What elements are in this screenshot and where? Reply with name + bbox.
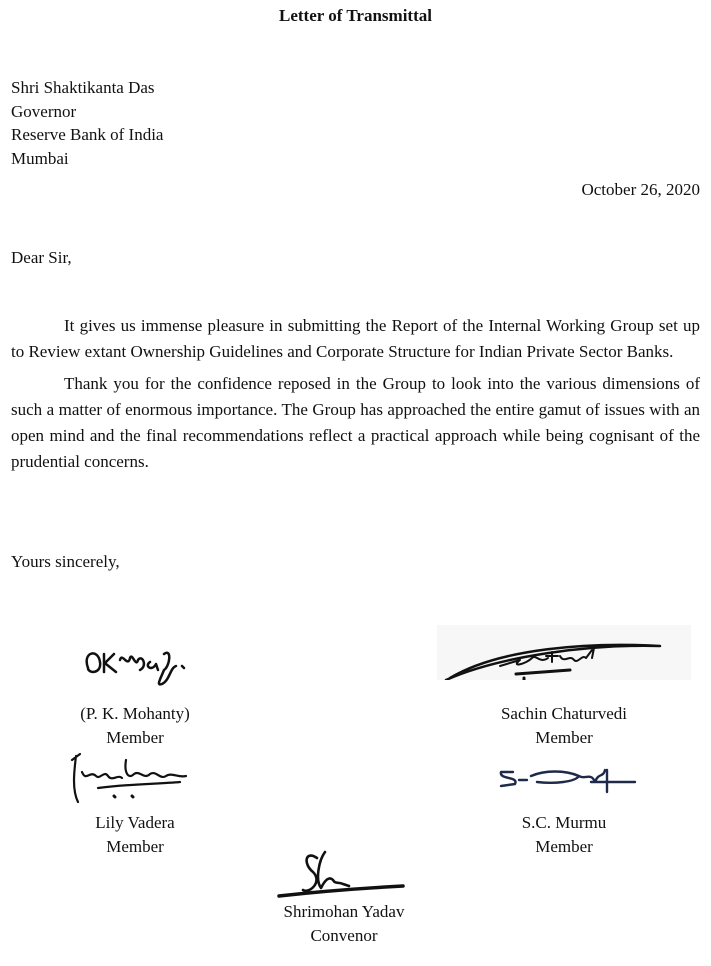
signatory-name: Lily Vadera xyxy=(95,813,175,832)
signatory-role: Member xyxy=(106,837,164,856)
signatory-role: Convenor xyxy=(310,926,378,945)
closing: Yours sincerely, xyxy=(11,552,120,571)
signature-mohanty xyxy=(80,640,210,690)
signatory-yadav xyxy=(244,900,444,948)
recipient-designation: Governor xyxy=(11,101,77,121)
signatory-role: Member xyxy=(535,728,593,747)
signature-vadera xyxy=(68,752,198,804)
letter-title: Letter of Transmittal xyxy=(279,6,432,25)
signatory-name: S.C. Murmu xyxy=(521,813,607,832)
signatory-name: Shrimohan Yadav xyxy=(283,902,405,921)
recipient-name: Shri Shaktikanta Das xyxy=(11,78,155,97)
signatory-vadera xyxy=(35,811,235,859)
signatory-role: Member xyxy=(106,728,164,747)
signature-chaturvedi xyxy=(440,628,690,680)
letter-date: October 26, 2020 xyxy=(581,180,700,199)
salutation: Dear Sir, xyxy=(11,248,72,267)
letter-body xyxy=(11,313,700,481)
signatory-role: Member xyxy=(535,837,593,856)
recipient-organization: Reserve Bank of India xyxy=(11,125,164,144)
recipient-city: Mumbai xyxy=(11,148,69,168)
signatory-name: (P. K. Mohanty) xyxy=(80,704,190,723)
recipient-address xyxy=(11,76,163,170)
signatory-chaturvedi xyxy=(464,702,664,750)
signature-yadav xyxy=(275,850,410,898)
signatory-mohanty xyxy=(35,702,235,750)
signatory-murmu xyxy=(464,811,664,859)
signatory-name: Sachin Chaturvedi xyxy=(500,704,628,723)
paragraph: It gives us immense pleasure in submitting the Report of the Internal Working Group set up to Review extant Ownership Guidelines and Corporate Structure for Indian Private Sector Banks. xyxy=(11,316,700,361)
signature-murmu xyxy=(495,762,640,802)
paragraph: Thank you for the confidence reposed in the Group to look into the various dimensions of such a matter of enormous importance. The Group has approached the entire gamut of issues with an open mind and the final recommendations reflect a practical approach while being cognisant of the prudential concerns. xyxy=(11,374,700,471)
